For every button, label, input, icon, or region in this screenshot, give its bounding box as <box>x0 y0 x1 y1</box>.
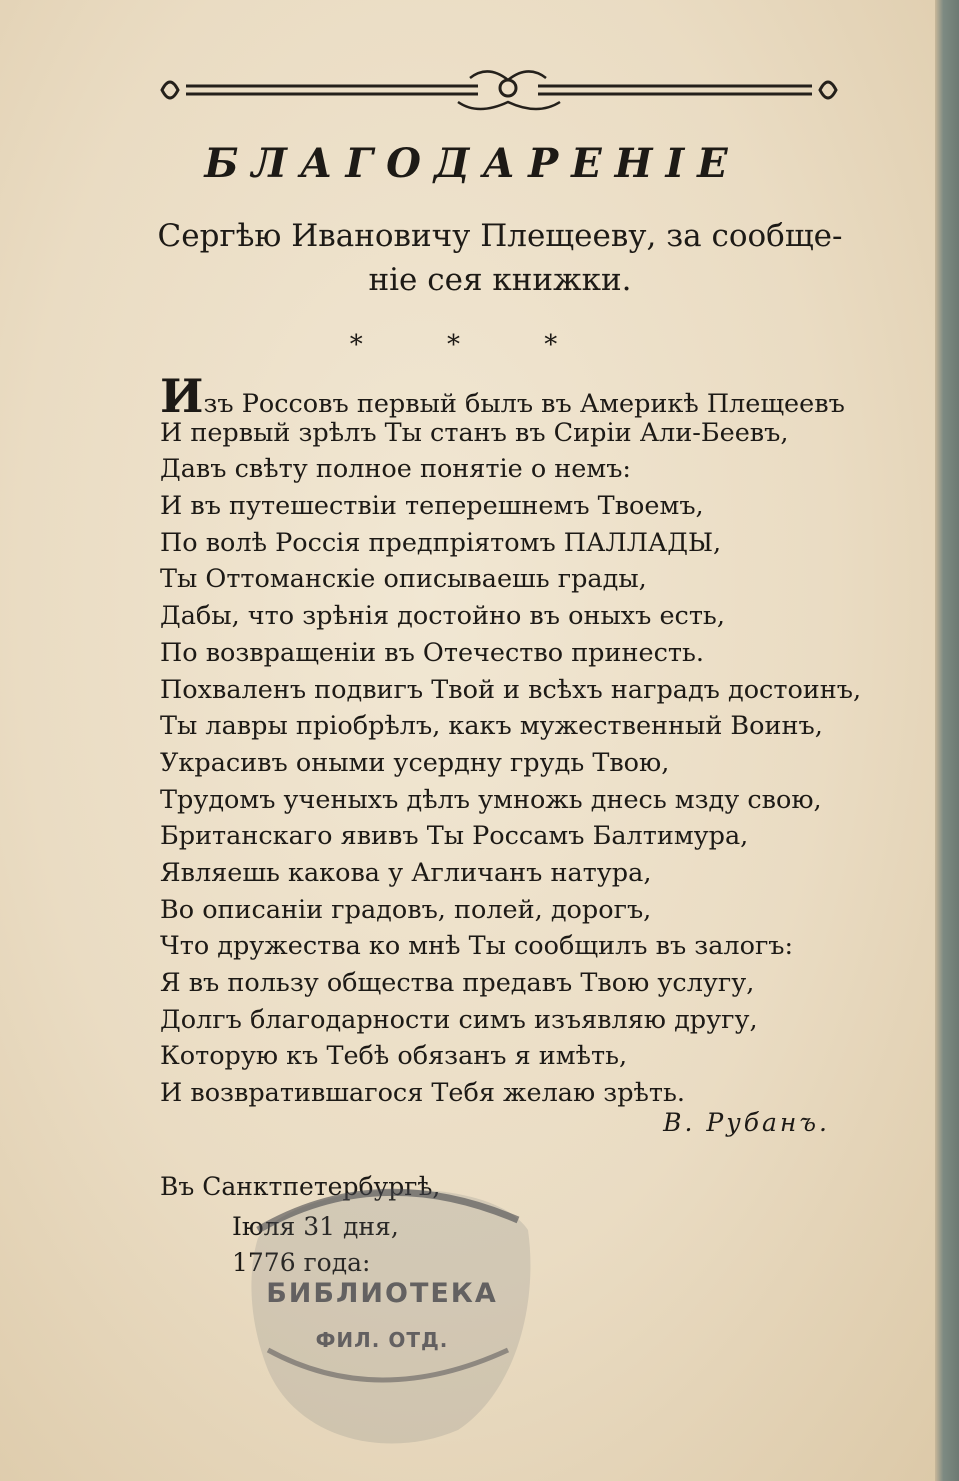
poem-line: Похваленъ подвигъ Твой и всѣхъ наградъ достоинъ, <box>160 674 862 705</box>
poem-line: Украсивъ оными усердну грудь Твою, <box>160 747 670 778</box>
poem-line: По возвращеніи въ Отечество принесть. <box>160 637 704 668</box>
poem-line: Трудомъ ученыхъ дѣлъ умножь днесь мзду свою, <box>160 784 822 815</box>
poem-line: Во описаніи градовъ, полей, дорогъ, <box>160 894 652 925</box>
library-stamp-icon <box>238 1160 538 1460</box>
poem-body <box>160 369 862 1112</box>
imprint-year: 1776 года: <box>232 1248 371 1277</box>
poem-line: Давъ свѣту полное понятіе о немъ: <box>160 454 632 485</box>
poem-line: Британскаго явивъ Ты Россамъ Балтимура, <box>160 821 749 852</box>
poem-line: Ты Оттоманскіе описываешь грады, <box>160 564 647 595</box>
asterism-separator: * * * <box>349 330 596 360</box>
imprint-date: Іюля 31 дня, <box>232 1212 399 1241</box>
poem-line: И первый зрѣлъ Ты станъ въ Сиріи Али-Беевъ, <box>160 417 789 448</box>
poem-line: Изъ Россовъ первый былъ въ Америкѣ Плещеевъ <box>160 369 845 423</box>
book-spine-edge <box>935 0 959 1481</box>
dedication-line-1: Сергѣю Ивановичу Плещееву, за сообще- <box>157 218 843 254</box>
poem-line: Являешь какова у Агличанъ натура, <box>160 857 652 888</box>
poem-line: Которую къ Тебѣ обязанъ я имѣть, <box>160 1041 628 1072</box>
page-title: БЛАГОДАРЕНІЕ <box>204 140 741 187</box>
author-signature: В. Рубанъ. <box>663 1108 830 1137</box>
poem-line: Я въ пользу общества предавъ Твою услугу, <box>160 968 755 998</box>
poem-line: По волѣ Россія предпріятомъ ПАЛЛАДЫ, <box>160 527 722 558</box>
poem-line: Дабы, что зрѣнія достойно въ оныхъ есть, <box>160 601 725 632</box>
stamp-text-library: БИБЛИОТЕКА <box>266 1278 498 1309</box>
decorative-ornament-rule <box>158 66 840 116</box>
poem-line: Долгъ благодарности симъ изъявляю другу, <box>160 1004 758 1035</box>
poem-line: И возвратившагося Тебя желаю зрѣть. <box>160 1078 686 1109</box>
poem-line: И въ путешествіи теперешнемъ Твоемъ, <box>160 491 704 522</box>
dedication-line-2: ніе сея книжки. <box>368 262 632 298</box>
imprint-place: Въ Санктпетербургѣ, <box>160 1172 441 1201</box>
poem-line: Ты лавры пріобрѣлъ, какъ мужественный Воинъ, <box>160 711 823 742</box>
poem-line: Что дружества ко мнѣ Ты сообщилъ въ залогъ: <box>160 931 794 962</box>
drop-capital: И <box>160 369 204 423</box>
stamp-text-department: ФИЛ. ОТД. <box>315 1328 449 1352</box>
